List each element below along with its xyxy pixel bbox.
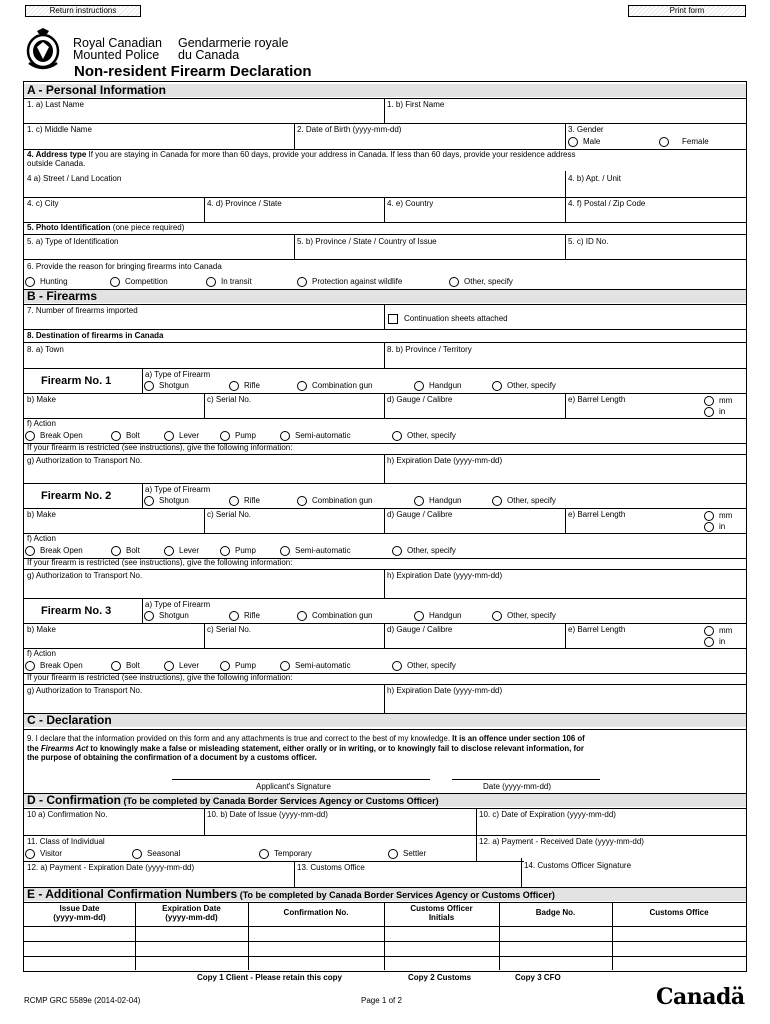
firearm-2-action-semi-automatic-radio[interactable]: Semi-automatic bbox=[280, 545, 351, 556]
table-e-header-6: Customs Office bbox=[649, 908, 709, 917]
firearm-1-barrel-field[interactable]: e) Barrel Length bbox=[568, 395, 626, 404]
last-name-field[interactable]: 1. a) Last Name bbox=[27, 100, 84, 109]
firearm-3-type-combination-gun-radio[interactable]: Combination gun bbox=[297, 610, 372, 621]
female-radio[interactable]: Female bbox=[659, 136, 709, 147]
firearm-3-type-rifle-radio[interactable]: Rifle bbox=[229, 610, 260, 621]
reason-hunting-radio[interactable]: Hunting bbox=[25, 276, 68, 287]
firearm-1-mm-radio[interactable]: mm bbox=[704, 395, 732, 406]
firearm-2-type-shotgun-radio[interactable]: Shotgun bbox=[144, 495, 189, 506]
firearm-2-title: Firearm No. 2 bbox=[41, 490, 112, 502]
declaration-form bbox=[23, 81, 747, 972]
firearm-3-action-other-specify-radio[interactable]: Other, specify bbox=[392, 660, 456, 671]
num-firearms-field[interactable]: 7. Number of firearms imported bbox=[27, 306, 138, 315]
org-name-fr: Gendarmerie royale du Canada bbox=[178, 36, 289, 62]
destination-label: 8. Destination of firearms in Canada bbox=[27, 331, 164, 340]
class-temporary-radio[interactable]: Temporary bbox=[259, 848, 312, 859]
firearm-3-action-break-open-radio[interactable]: Break Open bbox=[25, 660, 83, 671]
firearm-3-action-lever-radio[interactable]: Lever bbox=[164, 660, 199, 671]
firearm-1-expiration-field[interactable]: h) Expiration Date (yyyy-mm-dd) bbox=[387, 456, 503, 465]
reason-label: 6. Provide the reason for bringing firearms into Canada bbox=[27, 262, 222, 271]
firearm-2-in-radio[interactable]: in bbox=[704, 521, 725, 532]
firearm-3-mm-radio[interactable]: mm bbox=[704, 625, 732, 636]
copy-1-note: Copy 1 Client - Please retain this copy bbox=[197, 973, 342, 982]
firearm-3-action-label: f) Action bbox=[27, 649, 56, 658]
firearm-2-authorization-field[interactable]: g) Authorization to Transport No. bbox=[27, 571, 143, 580]
firearm-1-action-break-open-radio[interactable]: Break Open bbox=[25, 430, 83, 441]
section-a-header: A - Personal Information bbox=[24, 84, 746, 97]
middle-name-field[interactable]: 1. c) Middle Name bbox=[27, 125, 92, 134]
firearm-1-in-radio[interactable]: in bbox=[704, 406, 725, 417]
firearm-2-action-bolt-radio[interactable]: Bolt bbox=[111, 545, 140, 556]
org-name-en: Royal Canadian Mounted Police bbox=[73, 36, 162, 62]
firearm-1-type-combination-gun-radio[interactable]: Combination gun bbox=[297, 380, 372, 391]
reason-protection-radio[interactable]: Protection against wildlife bbox=[297, 276, 402, 287]
reason-other-radio[interactable]: Other, specify bbox=[449, 276, 513, 287]
form-title: Non-resident Firearm Declaration bbox=[74, 63, 312, 80]
firearm-2-action-label: f) Action bbox=[27, 534, 56, 543]
firearm-1-serial-field[interactable]: c) Serial No. bbox=[207, 395, 252, 404]
firearm-2-action-lever-radio[interactable]: Lever bbox=[164, 545, 199, 556]
id-province-field[interactable]: 5. b) Province / State / Country of Issue bbox=[297, 237, 437, 246]
table-row[interactable] bbox=[24, 941, 746, 955]
country-field[interactable]: 4. e) Country bbox=[387, 199, 434, 208]
gender-label: 3. Gender bbox=[568, 125, 604, 134]
firearm-1-type-rifle-radio[interactable]: Rifle bbox=[229, 380, 260, 391]
firearm-2-action-other-specify-radio[interactable]: Other, specify bbox=[392, 545, 456, 556]
copy-2-note: Copy 2 Customs bbox=[408, 973, 472, 982]
city-field[interactable]: 4. c) City bbox=[27, 199, 59, 208]
firearm-1-action-pump-radio[interactable]: Pump bbox=[220, 430, 256, 441]
class-visitor-radio[interactable]: Visitor bbox=[25, 848, 62, 859]
table-e-header-1: Issue Date (yyyy-mm-dd) bbox=[53, 904, 106, 922]
firearm-2-type-rifle-radio[interactable]: Rifle bbox=[229, 495, 260, 506]
table-e-header-2: Expiration Date (yyyy-mm-dd) bbox=[162, 904, 221, 922]
male-radio[interactable]: Male bbox=[568, 136, 600, 147]
continuation-sheets-checkbox[interactable]: Continuation sheets attached bbox=[388, 313, 508, 324]
reason-competition-radio[interactable]: Competition bbox=[110, 276, 168, 287]
firearm-3-title: Firearm No. 3 bbox=[41, 605, 112, 617]
section-c-header: C - Declaration bbox=[24, 714, 746, 727]
province-state-field[interactable]: 4. d) Province / State bbox=[207, 199, 282, 208]
section-b-header: B - Firearms bbox=[24, 290, 746, 303]
applicant-signature-field[interactable]: Applicant's Signature bbox=[256, 782, 331, 791]
firearm-2-type-label: a) Type of Firearm bbox=[145, 485, 211, 494]
class-of-individual-label: 11. Class of Individual bbox=[27, 837, 105, 846]
postal-code-field[interactable]: 4. f) Postal / Zip Code bbox=[568, 199, 646, 208]
return-instructions-button[interactable]: Return instructions bbox=[25, 5, 141, 17]
declaration-text: 9. I declare that the information provided on this form and any attachments is true and correct to the best of my knowledge. It is an offence under section 106 of the Firearms Act to knowingly make a false or misleading statement, either orally or in writing, or to knowingly fail to disclose relevant information, for the purpose of obtaining the confirmation of a document by a customs officer. bbox=[27, 734, 585, 762]
firearm-3-action-pump-radio[interactable]: Pump bbox=[220, 660, 256, 671]
table-row[interactable] bbox=[24, 926, 746, 940]
table-row[interactable] bbox=[24, 956, 746, 970]
apt-field[interactable]: 4. b) Apt. / Unit bbox=[568, 174, 621, 183]
firearm-2-mm-radio[interactable]: mm bbox=[704, 510, 732, 521]
copy-3-note: Copy 3 CFO bbox=[515, 973, 561, 982]
rcmp-crest-icon bbox=[23, 27, 63, 71]
firearm-1-action-label: f) Action bbox=[27, 419, 56, 428]
firearm-3-type-shotgun-radio[interactable]: Shotgun bbox=[144, 610, 189, 621]
firearm-1-make-field[interactable]: b) Make bbox=[27, 395, 56, 404]
firearm-1-type-other-specify-radio[interactable]: Other, specify bbox=[492, 380, 556, 391]
declaration-date-field[interactable]: Date (yyyy-mm-dd) bbox=[483, 782, 552, 791]
firearm-1-type-handgun-radio[interactable]: Handgun bbox=[414, 380, 461, 391]
form-id: RCMP GRC 5589e (2014-02-04) bbox=[24, 996, 141, 1005]
print-form-button[interactable]: Print form bbox=[628, 5, 746, 17]
firearm-1-type-shotgun-radio[interactable]: Shotgun bbox=[144, 380, 189, 391]
street-field[interactable]: 4 a) Street / Land Location bbox=[27, 174, 122, 183]
canada-wordmark: Canadä bbox=[656, 984, 745, 1010]
class-settler-radio[interactable]: Settler bbox=[388, 848, 426, 859]
table-e-header-3: Confirmation No. bbox=[283, 908, 349, 917]
officer-signature-field[interactable]: 14. Customs Officer Signature bbox=[524, 861, 632, 870]
firearm-3-type-label: a) Type of Firearm bbox=[145, 600, 211, 609]
firearm-1-action-semi-automatic-radio[interactable]: Semi-automatic bbox=[280, 430, 351, 441]
firearm-3-expiration-field[interactable]: h) Expiration Date (yyyy-mm-dd) bbox=[387, 686, 503, 695]
reason-in-transit-radio[interactable]: In transit bbox=[206, 276, 252, 287]
firearm-2-expiration-field[interactable]: h) Expiration Date (yyyy-mm-dd) bbox=[387, 571, 503, 580]
section-d-header: D - Confirmation (To be completed by Canada Border Services Agency or Customs Officer) bbox=[24, 794, 746, 807]
firearm-2-action-pump-radio[interactable]: Pump bbox=[220, 545, 256, 556]
class-seasonal-radio[interactable]: Seasonal bbox=[132, 848, 180, 859]
firearm-2-action-break-open-radio[interactable]: Break Open bbox=[25, 545, 83, 556]
table-e-header-5: Badge No. bbox=[535, 908, 576, 917]
payment-expiration-date-field[interactable]: 12. a) Payment - Expiration Date (yyyy-mm-dd) bbox=[27, 863, 195, 872]
firearm-2-gauge-field[interactable]: d) Gauge / Calibre bbox=[387, 510, 453, 519]
id-type-field[interactable]: 5. a) Type of Identification bbox=[27, 237, 119, 246]
firearm-1-authorization-field[interactable]: g) Authorization to Transport No. bbox=[27, 456, 143, 465]
territory-field[interactable]: 8. b) Province / Territory bbox=[387, 345, 472, 354]
firearm-1-title: Firearm No. 1 bbox=[41, 375, 112, 387]
firearm-3-type-handgun-radio[interactable]: Handgun bbox=[414, 610, 461, 621]
firearm-1-action-other-specify-radio[interactable]: Other, specify bbox=[392, 430, 456, 441]
confirmation-no-field[interactable]: 10 a) Confirmation No. bbox=[27, 810, 108, 819]
date-of-issue-field[interactable]: 10. b) Date of Issue (yyyy-mm-dd) bbox=[207, 810, 328, 819]
firearm-3-gauge-field[interactable]: d) Gauge / Calibre bbox=[387, 625, 453, 634]
firearm-2-type-combination-gun-radio[interactable]: Combination gun bbox=[297, 495, 372, 506]
firearm-1-gauge-field[interactable]: d) Gauge / Calibre bbox=[387, 395, 453, 404]
firearm-3-barrel-field[interactable]: e) Barrel Length bbox=[568, 625, 626, 634]
firearm-2-serial-field[interactable]: c) Serial No. bbox=[207, 510, 252, 519]
firearm-1-action-lever-radio[interactable]: Lever bbox=[164, 430, 199, 441]
firearm-2-type-handgun-radio[interactable]: Handgun bbox=[414, 495, 461, 506]
firearm-1-restricted-note: If your firearm is restricted (see instructions), give the following information: bbox=[27, 443, 293, 452]
firearm-2-restricted-note: If your firearm is restricted (see instructions), give the following information: bbox=[27, 558, 293, 567]
address-type-note: 4. Address type If you are staying in Canada for more than 60 days, provide your address in Canada. If less than 60 days, provide your residence address outside Canada. bbox=[27, 150, 576, 168]
first-name-field[interactable]: 1. b) First Name bbox=[387, 100, 445, 109]
firearm-2-type-other-specify-radio[interactable]: Other, specify bbox=[492, 495, 556, 506]
dob-field[interactable]: 2. Date of Birth (yyyy-mm-dd) bbox=[297, 125, 402, 134]
firearm-3-restricted-note: If your firearm is restricted (see instructions), give the following information: bbox=[27, 673, 293, 682]
table-e-header-4: Customs Officer Initials bbox=[410, 904, 473, 922]
firearm-3-action-semi-automatic-radio[interactable]: Semi-automatic bbox=[280, 660, 351, 671]
id-number-field[interactable]: 5. c) ID No. bbox=[568, 237, 609, 246]
firearm-3-serial-field[interactable]: c) Serial No. bbox=[207, 625, 252, 634]
town-field[interactable]: 8. a) Town bbox=[27, 345, 64, 354]
firearm-3-make-field[interactable]: b) Make bbox=[27, 625, 56, 634]
firearm-3-in-radio[interactable]: in bbox=[704, 636, 725, 647]
date-of-expiration-field[interactable]: 10. c) Date of Expiration (yyyy-mm-dd) bbox=[479, 810, 616, 819]
firearm-1-action-bolt-radio[interactable]: Bolt bbox=[111, 430, 140, 441]
firearm-2-barrel-field[interactable]: e) Barrel Length bbox=[568, 510, 626, 519]
firearm-2-make-field[interactable]: b) Make bbox=[27, 510, 56, 519]
photo-id-label: 5. Photo Identification (one piece required) bbox=[27, 223, 185, 232]
firearm-3-type-other-specify-radio[interactable]: Other, specify bbox=[492, 610, 556, 621]
customs-office-field[interactable]: 13. Customs Office bbox=[297, 863, 365, 872]
page-number: Page 1 of 2 bbox=[361, 996, 402, 1005]
firearm-3-authorization-field[interactable]: g) Authorization to Transport No. bbox=[27, 686, 143, 695]
payment-received-date-field[interactable]: 12. a) Payment - Received Date (yyyy-mm-dd) bbox=[479, 837, 644, 846]
section-e-header: E - Additional Confirmation Numbers (To be completed by Canada Border Services Agency or Customs Officer) bbox=[24, 888, 746, 901]
firearm-3-action-bolt-radio[interactable]: Bolt bbox=[111, 660, 140, 671]
firearm-1-type-label: a) Type of Firearm bbox=[145, 370, 211, 379]
